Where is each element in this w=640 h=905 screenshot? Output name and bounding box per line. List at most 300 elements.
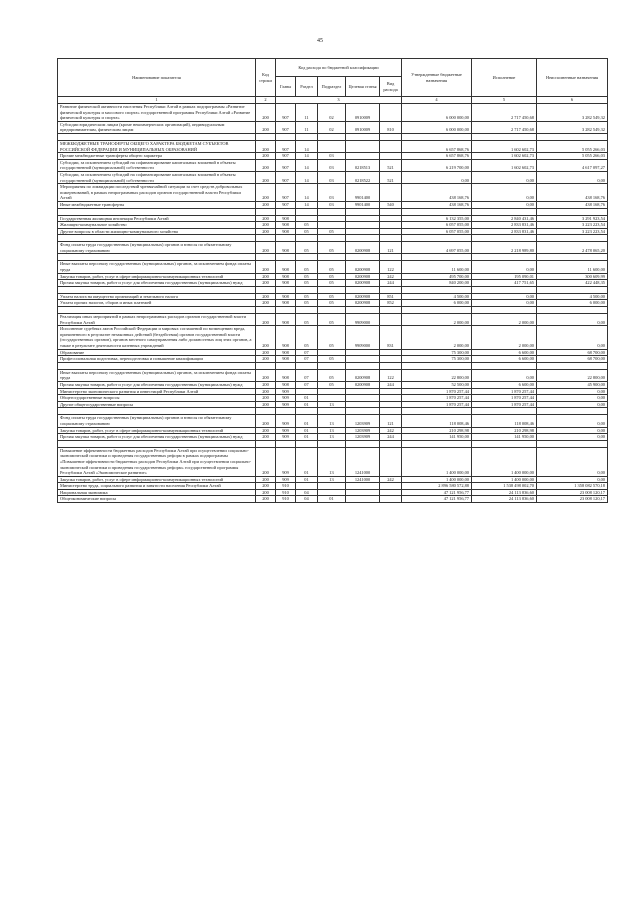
cell-approved: 75 300,00 bbox=[402, 349, 472, 356]
cell-line-code: 200 bbox=[256, 483, 276, 490]
table-body bbox=[58, 104, 608, 503]
cell-approved: 52 500,00 bbox=[402, 381, 472, 388]
cell-approved: 6 219 700,00 bbox=[402, 159, 472, 171]
spacer-cell bbox=[537, 235, 608, 242]
cell-name: Исполнение судебных актов Российской Федерации и мировых соглашений по возмещению вреда, причиненного в результате незаконных действий (бездействия) органов государственной власти (государственных органов), органов местного самоуправления либо должностных лиц этих органов, а также в результате деятельности казенных учреждений bbox=[58, 326, 256, 349]
cell-section bbox=[296, 215, 318, 222]
table-row bbox=[58, 242, 608, 254]
cell-executed: 210 298,98 bbox=[472, 427, 537, 434]
cell-executed: 2 000,00 bbox=[472, 314, 537, 326]
cell-executed: 0,00 bbox=[472, 261, 537, 273]
cell-expense-type: 521 bbox=[380, 159, 402, 171]
cell-subsection: 13 bbox=[318, 476, 346, 483]
cell-chief: 907 bbox=[276, 171, 296, 183]
cell-chief: 909 bbox=[276, 415, 296, 427]
spacer-row bbox=[58, 286, 608, 293]
spacer-cell bbox=[537, 307, 608, 314]
cell-subsection: 05 bbox=[318, 314, 346, 326]
cell-chief: 908 bbox=[276, 273, 296, 280]
header-target-item: Целевая статья bbox=[346, 77, 380, 97]
cell-name: Субсидии, за исключением субсидий на софинансирование капитальных вложений в объекты государственной (муниципальной) собственности bbox=[58, 159, 256, 171]
cell-target-item bbox=[346, 222, 380, 229]
spacer-cell bbox=[402, 408, 472, 415]
table-row bbox=[58, 280, 608, 287]
cell-section: 01 bbox=[296, 395, 318, 402]
cell-expense-type: 121 bbox=[380, 242, 402, 254]
cell-approved: 6 657 868,76 bbox=[402, 140, 472, 152]
cell-executed: 6 600,00 bbox=[472, 349, 537, 356]
cell-target-item bbox=[346, 349, 380, 356]
spacer-cell bbox=[402, 362, 472, 369]
header-executed: Исполнение bbox=[472, 59, 537, 97]
cell-expense-type bbox=[380, 447, 402, 476]
cell-target-item: 0200908 bbox=[346, 300, 380, 307]
cell-chief: 907 bbox=[276, 184, 296, 202]
cell-target-item: 0200908 bbox=[346, 381, 380, 388]
cell-approved: 1 870 257,44 bbox=[402, 388, 472, 395]
spacer-cell bbox=[276, 408, 296, 415]
spacer-cell bbox=[402, 440, 472, 447]
cell-subsection: 05 bbox=[318, 273, 346, 280]
cell-subsection bbox=[318, 222, 346, 229]
spacer-cell bbox=[58, 133, 256, 140]
cell-target-item: 0218513 bbox=[346, 159, 380, 171]
cell-name: Реализация иных мероприятий в рамках непрограммных расходов органов государственной власти Республики Алтай bbox=[58, 314, 256, 326]
cell-approved: 75 300,00 bbox=[402, 356, 472, 363]
cell-chief: 908 bbox=[276, 293, 296, 300]
cell-subsection: 13 bbox=[318, 427, 346, 434]
cell-unexecuted: 6 000,00 bbox=[537, 300, 608, 307]
cell-target-item bbox=[346, 489, 380, 496]
cell-section: 14 bbox=[296, 153, 318, 160]
spacer-cell bbox=[296, 286, 318, 293]
cell-subsection: 03 bbox=[318, 184, 346, 202]
cell-approved: 2 896 580 572,88 bbox=[402, 483, 472, 490]
spacer-cell bbox=[402, 133, 472, 140]
header-name: Наименование показателя bbox=[58, 59, 256, 97]
cell-line-code: 200 bbox=[256, 356, 276, 363]
cell-unexecuted: 68 700,00 bbox=[537, 349, 608, 356]
cell-approved: 840 200,00 bbox=[402, 280, 472, 287]
cell-chief: 910 bbox=[276, 489, 296, 496]
spacer-cell bbox=[58, 440, 256, 447]
cell-line-code: 200 bbox=[256, 242, 276, 254]
cell-executed: 1 870 257,44 bbox=[472, 388, 537, 395]
cell-unexecuted: 0,00 bbox=[537, 395, 608, 402]
cell-name: Министерство экономического развития и инвестиций Республики Алтай bbox=[58, 388, 256, 395]
table-row bbox=[58, 121, 608, 133]
index-cell: 4 bbox=[402, 97, 472, 104]
spacer-cell bbox=[256, 208, 276, 215]
cell-executed: 0,00 bbox=[472, 369, 537, 381]
cell-line-code: 200 bbox=[256, 314, 276, 326]
cell-target-item: 1203909 bbox=[346, 427, 380, 434]
cell-chief: 907 bbox=[276, 201, 296, 208]
cell-line-code: 200 bbox=[256, 121, 276, 133]
spacer-cell bbox=[296, 408, 318, 415]
cell-name: Фонд оплаты труда государственных (муниципальных) органов и взносы по обязательному социальному страхованию bbox=[58, 242, 256, 254]
cell-expense-type bbox=[380, 496, 402, 503]
cell-expense-type: 242 bbox=[380, 273, 402, 280]
cell-unexecuted: 422 448,35 bbox=[537, 280, 608, 287]
spacer-cell bbox=[256, 362, 276, 369]
spacer-cell bbox=[380, 254, 402, 261]
cell-section: 01 bbox=[296, 476, 318, 483]
cell-line-code: 200 bbox=[256, 104, 276, 122]
cell-section: 01 bbox=[296, 434, 318, 441]
table-row bbox=[58, 215, 608, 222]
cell-target-item: 9909000 bbox=[346, 326, 380, 349]
cell-subsection bbox=[318, 483, 346, 490]
cell-executed: 2 840 431,46 bbox=[472, 215, 537, 222]
cell-line-code: 200 bbox=[256, 401, 276, 408]
cell-name: Субсидии, за исключением субсидий на софинансирование капитальных вложений в объекты государственной (муниципальной) собственности bbox=[58, 171, 256, 183]
cell-unexecuted: 68 700,00 bbox=[537, 356, 608, 363]
cell-executed: 1 538 498 002,70 bbox=[472, 483, 537, 490]
cell-subsection bbox=[318, 388, 346, 395]
cell-expense-type bbox=[380, 483, 402, 490]
spacer-row bbox=[58, 235, 608, 242]
cell-unexecuted: 0,00 bbox=[537, 447, 608, 476]
cell-approved: 2 000,00 bbox=[402, 326, 472, 349]
cell-unexecuted: 0,00 bbox=[537, 476, 608, 483]
cell-target-item bbox=[346, 388, 380, 395]
cell-unexecuted: 438 168,76 bbox=[537, 201, 608, 208]
cell-target-item: 1241000 bbox=[346, 447, 380, 476]
cell-executed: 141 950,00 bbox=[472, 434, 537, 441]
table-row bbox=[58, 273, 608, 280]
cell-target-item bbox=[346, 483, 380, 490]
cell-name: Закупка товаров, работ, услуг в сфере информационно-коммуникационных технологий bbox=[58, 427, 256, 434]
cell-target-item: 1203909 bbox=[346, 434, 380, 441]
table-row bbox=[58, 369, 608, 381]
spacer-cell bbox=[346, 362, 380, 369]
spacer-cell bbox=[537, 208, 608, 215]
cell-line-code: 200 bbox=[256, 222, 276, 229]
cell-unexecuted: 0,00 bbox=[537, 401, 608, 408]
cell-target-item: 9909000 bbox=[346, 314, 380, 326]
cell-chief: 908 bbox=[276, 300, 296, 307]
spacer-cell bbox=[380, 286, 402, 293]
cell-chief: 907 bbox=[276, 104, 296, 122]
cell-name: Уплата налога на имущество организаций и земельного налога bbox=[58, 293, 256, 300]
cell-chief: 908 bbox=[276, 326, 296, 349]
cell-line-code: 200 bbox=[256, 395, 276, 402]
index-cell: 2 bbox=[256, 97, 276, 104]
table-row bbox=[58, 184, 608, 202]
cell-unexecuted: 2 478 065,20 bbox=[537, 242, 608, 254]
header-subsection: Подраздел bbox=[318, 77, 346, 97]
cell-executed: 2 218 989,80 bbox=[472, 242, 537, 254]
spacer-cell bbox=[380, 307, 402, 314]
cell-executed: 1 602 602,73 bbox=[472, 153, 537, 160]
cell-expense-type bbox=[380, 215, 402, 222]
table-row bbox=[58, 427, 608, 434]
cell-subsection: 05 bbox=[318, 381, 346, 388]
spacer-cell bbox=[58, 208, 256, 215]
spacer-cell bbox=[346, 440, 380, 447]
cell-subsection: 03 bbox=[318, 159, 346, 171]
cell-name: Закупка товаров, работ, услуг в сфере информационно-коммуникационных технологий bbox=[58, 476, 256, 483]
cell-section: 05 bbox=[296, 222, 318, 229]
cell-section: 07 bbox=[296, 349, 318, 356]
spacer-cell bbox=[380, 208, 402, 215]
table-row bbox=[58, 261, 608, 273]
cell-unexecuted: 0,00 bbox=[537, 314, 608, 326]
cell-chief: 908 bbox=[276, 261, 296, 273]
cell-executed: 24 113 836,60 bbox=[472, 489, 537, 496]
cell-expense-type: 244 bbox=[380, 280, 402, 287]
spacer-cell bbox=[256, 440, 276, 447]
cell-expense-type: 244 bbox=[380, 434, 402, 441]
cell-expense-type: 831 bbox=[380, 326, 402, 349]
spacer-cell bbox=[256, 286, 276, 293]
table-row bbox=[58, 171, 608, 183]
spacer-cell bbox=[537, 408, 608, 415]
cell-expense-type: 121 bbox=[380, 415, 402, 427]
spacer-cell bbox=[296, 362, 318, 369]
cell-line-code: 200 bbox=[256, 388, 276, 395]
cell-section: 07 bbox=[296, 356, 318, 363]
cell-chief: 907 bbox=[276, 159, 296, 171]
spacer-cell bbox=[318, 408, 346, 415]
cell-executed: 2 717 450,68 bbox=[472, 121, 537, 133]
spacer-cell bbox=[256, 133, 276, 140]
cell-name: Иные выплаты персоналу государственных (муниципальных) органов, за исключением фонда оплаты труда bbox=[58, 261, 256, 273]
cell-line-code: 200 bbox=[256, 215, 276, 222]
cell-subsection bbox=[318, 215, 346, 222]
spacer-cell bbox=[537, 133, 608, 140]
cell-chief: 908 bbox=[276, 280, 296, 287]
cell-section: 05 bbox=[296, 242, 318, 254]
cell-approved: 118 008,46 bbox=[402, 415, 472, 427]
cell-name: Иные межбюджетные трансферты bbox=[58, 201, 256, 208]
cell-approved: 6 000 000,00 bbox=[402, 121, 472, 133]
cell-section: 14 bbox=[296, 201, 318, 208]
cell-approved: 6 000 000,00 bbox=[402, 104, 472, 122]
cell-subsection: 03 bbox=[318, 153, 346, 160]
spacer-cell bbox=[402, 235, 472, 242]
spacer-row bbox=[58, 133, 608, 140]
cell-target-item: 0200908 bbox=[346, 293, 380, 300]
table-row bbox=[58, 483, 608, 490]
cell-expense-type: 852 bbox=[380, 300, 402, 307]
spacer-row bbox=[58, 362, 608, 369]
cell-chief: 908 bbox=[276, 215, 296, 222]
cell-expense-type bbox=[380, 356, 402, 363]
cell-expense-type: 122 bbox=[380, 261, 402, 273]
cell-line-code: 200 bbox=[256, 261, 276, 273]
spacer-cell bbox=[472, 362, 537, 369]
cell-line-code: 200 bbox=[256, 293, 276, 300]
table-row bbox=[58, 489, 608, 496]
cell-chief: 908 bbox=[276, 228, 296, 235]
cell-name: Национальная экономика bbox=[58, 489, 256, 496]
cell-line-code: 200 bbox=[256, 184, 276, 202]
cell-executed: 1 602 602,73 bbox=[472, 140, 537, 152]
cell-section: 01 bbox=[296, 415, 318, 427]
cell-target-item bbox=[346, 496, 380, 503]
table-row bbox=[58, 314, 608, 326]
table-row bbox=[58, 104, 608, 122]
table-row bbox=[58, 434, 608, 441]
cell-line-code: 200 bbox=[256, 300, 276, 307]
cell-unexecuted: 5 055 266,03 bbox=[537, 140, 608, 152]
cell-subsection: 05 bbox=[318, 242, 346, 254]
cell-section: 14 bbox=[296, 171, 318, 183]
cell-executed: 1 870 257,44 bbox=[472, 395, 537, 402]
cell-approved: 6 057 055,00 bbox=[402, 228, 472, 235]
header-unexecuted: Неисполненные назначения bbox=[537, 59, 608, 97]
cell-executed: 2 833 831,46 bbox=[472, 228, 537, 235]
cell-expense-type: 244 bbox=[380, 381, 402, 388]
cell-name: Субсидии юридическим лицам (кроме некоммерческих организаций), индивидуальным предпринимателям, физическим лицам bbox=[58, 121, 256, 133]
cell-section: 05 bbox=[296, 280, 318, 287]
spacer-cell bbox=[472, 208, 537, 215]
cell-chief: 909 bbox=[276, 434, 296, 441]
cell-executed: 6 600,00 bbox=[472, 381, 537, 388]
cell-line-code: 200 bbox=[256, 427, 276, 434]
cell-name: Уплата прочих налогов, сборов и иных платежей bbox=[58, 300, 256, 307]
cell-target-item: 0200908 bbox=[346, 369, 380, 381]
cell-name: Закупка товаров, работ, услуг в сфере информационно-коммуникационных технологий bbox=[58, 273, 256, 280]
spacer-cell bbox=[472, 235, 537, 242]
spacer-cell bbox=[318, 235, 346, 242]
table-row bbox=[58, 356, 608, 363]
cell-line-code: 200 bbox=[256, 201, 276, 208]
cell-target-item: 0200908 bbox=[346, 280, 380, 287]
cell-section: 05 bbox=[296, 326, 318, 349]
table-row bbox=[58, 293, 608, 300]
cell-name: Жилищно-коммунальное хозяйство bbox=[58, 222, 256, 229]
cell-subsection: 05 bbox=[318, 356, 346, 363]
cell-chief: 908 bbox=[276, 242, 296, 254]
cell-expense-type: 810 bbox=[380, 121, 402, 133]
spacer-cell bbox=[380, 133, 402, 140]
cell-section: 05 bbox=[296, 300, 318, 307]
cell-subsection: 05 bbox=[318, 228, 346, 235]
cell-target-item: 1241000 bbox=[346, 476, 380, 483]
spacer-cell bbox=[276, 235, 296, 242]
spacer-cell bbox=[380, 408, 402, 415]
cell-approved: 22 800,00 bbox=[402, 369, 472, 381]
cell-section: 05 bbox=[296, 228, 318, 235]
cell-approved: 438 168,76 bbox=[402, 201, 472, 208]
cell-name: Другие вопросы в области жилищно-коммунального хозяйства bbox=[58, 228, 256, 235]
cell-approved: 47 121 956,77 bbox=[402, 496, 472, 503]
cell-line-code: 200 bbox=[256, 326, 276, 349]
spacer-cell bbox=[318, 208, 346, 215]
cell-subsection: 01 bbox=[318, 496, 346, 503]
cell-subsection: 05 bbox=[318, 300, 346, 307]
cell-section: 14 bbox=[296, 184, 318, 202]
cell-approved: 6 000,00 bbox=[402, 300, 472, 307]
cell-expense-type bbox=[380, 489, 402, 496]
table-row bbox=[58, 201, 608, 208]
cell-target-item bbox=[346, 215, 380, 222]
cell-subsection bbox=[318, 489, 346, 496]
spacer-cell bbox=[276, 133, 296, 140]
cell-unexecuted: 4 500,00 bbox=[537, 293, 608, 300]
cell-target-item: 0910009 bbox=[346, 121, 380, 133]
cell-expense-type bbox=[380, 222, 402, 229]
cell-line-code: 200 bbox=[256, 381, 276, 388]
cell-section: 05 bbox=[296, 314, 318, 326]
spacer-cell bbox=[276, 208, 296, 215]
cell-target-item bbox=[346, 140, 380, 152]
spacer-cell bbox=[472, 408, 537, 415]
cell-subsection: 13 bbox=[318, 434, 346, 441]
cell-unexecuted: 0,00 bbox=[537, 171, 608, 183]
cell-executed: 0,00 bbox=[472, 293, 537, 300]
spacer-cell bbox=[256, 254, 276, 261]
cell-expense-type bbox=[380, 228, 402, 235]
cell-name: Прочие межбюджетные трансферты общего характера bbox=[58, 153, 256, 160]
spacer-cell bbox=[472, 440, 537, 447]
spacer-cell bbox=[296, 133, 318, 140]
table-row bbox=[58, 388, 608, 395]
cell-target-item bbox=[346, 153, 380, 160]
cell-expense-type bbox=[380, 349, 402, 356]
cell-target-item: 0200908 bbox=[346, 273, 380, 280]
cell-line-code: 200 bbox=[256, 447, 276, 476]
cell-subsection: 02 bbox=[318, 121, 346, 133]
spacer-cell bbox=[276, 286, 296, 293]
spacer-cell bbox=[402, 307, 472, 314]
cell-chief: 908 bbox=[276, 222, 296, 229]
cell-target-item: 0910009 bbox=[346, 104, 380, 122]
spacer-row bbox=[58, 440, 608, 447]
spacer-cell bbox=[537, 254, 608, 261]
cell-target-item: 0200908 bbox=[346, 242, 380, 254]
cell-name: Профессиональная подготовка, переподготовка и повышение квалификации bbox=[58, 356, 256, 363]
cell-section: 04 bbox=[296, 489, 318, 496]
cell-name: Повышение эффективности бюджетных расходов Республики Алтай при осуществлении социально-экономической политики и проведения государственных реформ в рамках подпрограммы «Повышение эффективности бюджетных расходов Республики Алтай при осуществлении социально-экономической политики и проведения государственных реформ» государственной программы Республики Алтай «Экономическое развитие» bbox=[58, 447, 256, 476]
spacer-cell bbox=[537, 286, 608, 293]
cell-expense-type: 521 bbox=[380, 171, 402, 183]
header-line-code: Код строки bbox=[256, 59, 276, 97]
cell-approved: 4 500,00 bbox=[402, 293, 472, 300]
cell-approved: 495 700,00 bbox=[402, 273, 472, 280]
spacer-cell bbox=[256, 235, 276, 242]
cell-approved: 1 870 257,44 bbox=[402, 395, 472, 402]
cell-subsection: 05 bbox=[318, 326, 346, 349]
table-row bbox=[58, 496, 608, 503]
cell-unexecuted: 22 800,00 bbox=[537, 369, 608, 381]
cell-unexecuted: 3 291 923,54 bbox=[537, 215, 608, 222]
cell-target-item bbox=[346, 228, 380, 235]
header-expense-type: Вид расхода bbox=[380, 77, 402, 97]
cell-target-item bbox=[346, 401, 380, 408]
cell-subsection: 13 bbox=[318, 401, 346, 408]
spacer-cell bbox=[296, 254, 318, 261]
cell-chief: 909 bbox=[276, 427, 296, 434]
cell-approved: 6 132 355,00 bbox=[402, 215, 472, 222]
cell-expense-type: 242 bbox=[380, 476, 402, 483]
cell-subsection: 13 bbox=[318, 447, 346, 476]
cell-unexecuted: 3 282 549,32 bbox=[537, 121, 608, 133]
cell-name: МЕЖБЮДЖЕТНЫЕ ТРАНСФЕРТЫ ОБЩЕГО ХАРАКТЕРА БЮДЖЕТАМ СУБЪЕКТОВ РОССИЙСКОЙ ФЕДЕРАЦИИ И МУНИЦИПАЛЬНЫХ ОБРАЗОВАНИЙ bbox=[58, 140, 256, 152]
cell-target-item: 9901400 bbox=[346, 201, 380, 208]
cell-name: Другие общегосударственные вопросы bbox=[58, 401, 256, 408]
table-row bbox=[58, 228, 608, 235]
cell-chief: 910 bbox=[276, 483, 296, 490]
cell-expense-type bbox=[380, 104, 402, 122]
cell-subsection: 03 bbox=[318, 201, 346, 208]
spacer-cell bbox=[58, 408, 256, 415]
cell-line-code: 200 bbox=[256, 349, 276, 356]
cell-chief: 908 bbox=[276, 349, 296, 356]
